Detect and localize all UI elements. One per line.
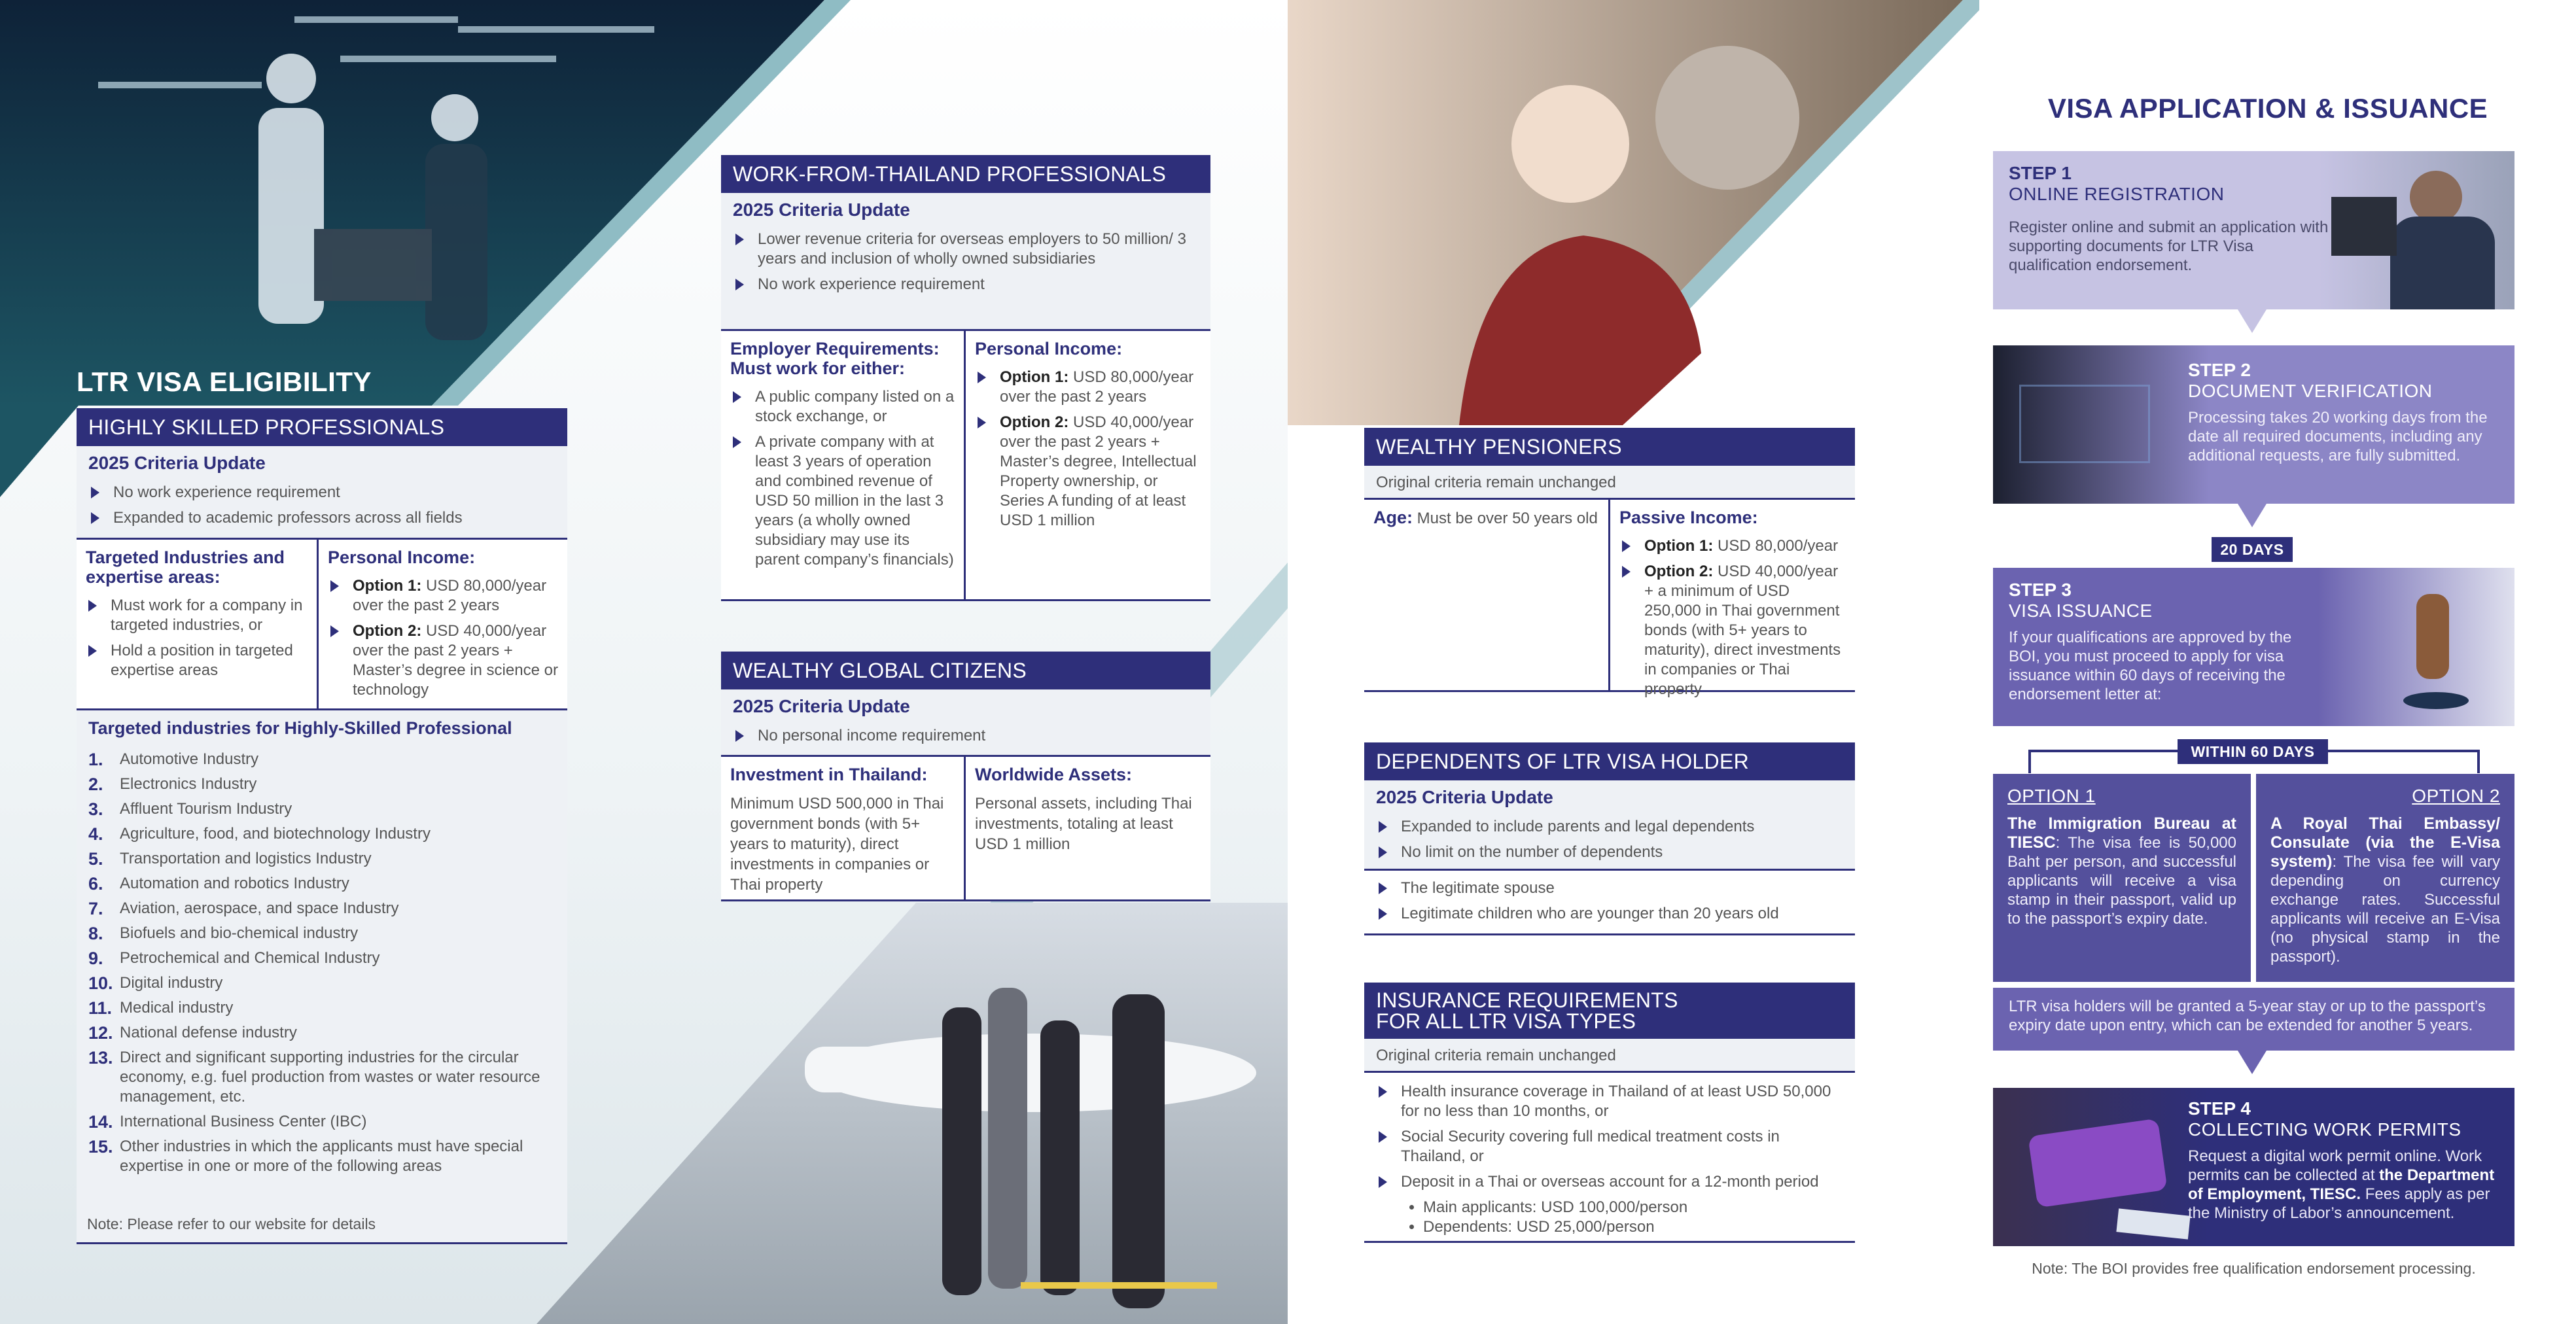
badge-20-days: 20 DAYS xyxy=(2212,537,2293,562)
wft-employer-title: Employer Requirements: Must work for either: xyxy=(730,339,940,378)
step-2-title: DOCUMENT VERIFICATION xyxy=(2188,381,2433,401)
ins-header: INSURANCE REQUIREMENTS FOR ALL LTR VISA TYPES xyxy=(1364,983,1855,1039)
wgc-assets-title: Worldwide Assets: xyxy=(975,765,1133,784)
industry-item: 5. Transportation and logistics Industry xyxy=(88,849,372,869)
dep-panel xyxy=(1364,742,1855,935)
option-1 xyxy=(1993,774,2251,982)
list-item: Option 2: USD 40,000/year over the past 2 years + Master’s degree in science or technology xyxy=(328,621,558,700)
hsp-header: HIGHLY SKILLED PROFESSIONALS xyxy=(77,408,567,446)
wgc-header: WEALTHY GLOBAL CITIZENS xyxy=(721,652,1210,689)
industry-item: 12. National defense industry xyxy=(88,1023,297,1043)
hsp-panel xyxy=(77,408,567,1244)
list-item: Option 1: USD 80,000/year over the past 2 years xyxy=(975,368,1201,407)
step-2-text: Processing takes 20 working days from the date all required documents, including any additional requests, are fully submitted. xyxy=(2188,409,2488,464)
stay-note: LTR visa holders will be granted a 5-year stay or up to the passport’s expiry date upon entry, which can be extended for another 5 years. xyxy=(1993,988,2514,1051)
eligibility-title: LTR VISA ELIGIBILITY xyxy=(77,366,372,397)
wp-panel xyxy=(1364,428,1855,698)
list-item: Social Security covering full medical treatment costs in Thailand, or xyxy=(1376,1127,1843,1166)
boi-note: Note: The BOI provides free qualification endorsement processing. xyxy=(2032,1260,2476,1277)
list-item: The legitimate spouse xyxy=(1376,879,1843,898)
list-item: Hold a position in targeted expertise areas xyxy=(86,641,308,680)
step-1-title: ONLINE REGISTRATION xyxy=(2009,184,2225,204)
hsp-note: Note: Please refer to our website for details xyxy=(87,1215,376,1232)
list-item: Must work for a company in targeted industries, or xyxy=(86,596,308,635)
option-2-label: OPTION 2 xyxy=(2412,786,2500,806)
industry-item: 11. Medical industry xyxy=(88,998,234,1018)
hsp-criteria xyxy=(77,446,567,538)
industry-item: 1. Automotive Industry xyxy=(88,750,259,769)
hsp-industry-list-title: Targeted industries for Highly-Skilled Professional xyxy=(88,718,512,738)
step-1-text: Register online and submit an application with supporting documents for LTR Visa qualification endorsement. xyxy=(2009,218,2329,274)
industry-item: 4. Agriculture, food, and biotechnology Industry xyxy=(88,824,431,844)
hsp-industries-title: Targeted Industries and expertise areas: xyxy=(86,548,285,587)
ins-panel xyxy=(1364,983,1855,1243)
list-item: No work experience requirement xyxy=(88,483,556,502)
industry-item: 8. Biofuels and bio-chemical industry xyxy=(88,924,359,943)
step-2-label: STEP 2 xyxy=(2188,360,2251,380)
hsp-industry-list xyxy=(77,710,567,1189)
step-4-label: STEP 4 xyxy=(2188,1098,2251,1119)
option-1-text: The Immigration Bureau at TIESC: The visa fee is 50,000 Baht per person, and successful applicants will receive a visa stamp in their passport, valid up to the passport’s expiry date. xyxy=(2007,814,2236,928)
list-item: Legitimate children who are younger than 20 years old xyxy=(1376,904,1843,924)
list-item: Option 2: USD 40,000/year + a minimum of USD 250,000 in Thai government bonds (with 5+ years to maturity), direct investments in companies or Thai property xyxy=(1619,562,1846,699)
wp-header: WEALTHY PENSIONERS xyxy=(1364,428,1855,466)
step-3 xyxy=(1993,568,2514,726)
industry-item: 7. Aviation, aerospace, and space Industry xyxy=(88,899,399,918)
step-3-label: STEP 3 xyxy=(2009,580,2072,600)
visa-title: VISA APPLICATION & ISSUANCE xyxy=(2047,93,2488,124)
list-item: No limit on the number of dependents xyxy=(1376,843,1843,862)
wft-panel xyxy=(721,155,1210,601)
option-2-text: A Royal Thai Embassy/ Consulate (via the E-Visa system): The visa fee will vary depending on currency exchange rates. Successful applicants will receive an E-Visa (no physical stamp in the passport). xyxy=(2270,814,2500,966)
industry-item: 6. Automation and robotics Industry xyxy=(88,874,349,894)
list-item: No work experience requirement xyxy=(733,275,1199,294)
step-2 xyxy=(1993,345,2514,504)
dep-criteria-title: 2025 Criteria Update xyxy=(1376,787,1553,807)
wp-age: Age: Must be over 50 years old xyxy=(1364,500,1610,690)
industry-item: 13. Direct and significant supporting industries for the circular economy, e.g. fuel production from wastes or water resource management, etc. xyxy=(88,1048,540,1106)
step-4-title: COLLECTING WORK PERMITS xyxy=(2188,1119,2461,1140)
industry-item: 9. Petrochemical and Chemical Industry xyxy=(88,949,380,968)
wgc-criteria-title: 2025 Criteria Update xyxy=(733,696,910,716)
list-item: Expanded to academic professors across all fields xyxy=(88,508,556,528)
step-3-text: If your qualifications are approved by the BOI, you must proceed to apply for visa issuance within 60 days of receiving the endorsement letter at: xyxy=(2009,629,2292,703)
step-1 xyxy=(1993,151,2514,309)
list-item: Option 1: USD 80,000/year over the past 2 years xyxy=(328,576,558,616)
list-item: Deposit in a Thai or overseas account for a 12-month period xyxy=(1376,1172,1843,1192)
list-item: Health insurance coverage in Thailand of at least USD 50,000 for no less than 10 months, or xyxy=(1376,1082,1843,1121)
industry-item: 10. Digital industry xyxy=(88,973,223,993)
step-3-title: VISA ISSUANCE xyxy=(2009,601,2153,621)
wgc-panel xyxy=(721,652,1210,901)
list-item: Option 2: USD 40,000/year over the past 2 years + Master’s degree, Intellectual Property ownership, or Series A funding of at least USD 1 million xyxy=(975,413,1201,531)
wp-income-title: Passive Income: xyxy=(1619,508,1758,527)
step-1-label: STEP 1 xyxy=(2009,163,2072,183)
step-4-photo xyxy=(1993,1088,2209,1246)
wp-note: Original criteria remain unchanged xyxy=(1364,466,1855,500)
step-1-photo xyxy=(2318,151,2514,309)
wft-income-title: Personal Income: xyxy=(975,339,1123,358)
step-2-photo xyxy=(1993,345,2209,504)
badge-within-60-days: WITHIN 60 DAYS xyxy=(2178,739,2328,764)
wft-criteria-title: 2025 Criteria Update xyxy=(733,200,910,220)
industry-item: 14. International Business Center (IBC) xyxy=(88,1112,367,1132)
option-1-label: OPTION 1 xyxy=(2007,786,2096,806)
industry-item: 15. Other industries in which the applicants must have special expertise in one or more of the following areas xyxy=(88,1137,523,1175)
list-item: Option 1: USD 80,000/year xyxy=(1619,536,1846,556)
step-4 xyxy=(1993,1088,2514,1246)
hsp-criteria-title: 2025 Criteria Update xyxy=(88,453,266,473)
ins-note: Original criteria remain unchanged xyxy=(1364,1039,1855,1073)
list-item: • Dependents: USD 25,000/person xyxy=(1423,1217,1843,1237)
list-item: A private company with at least 3 years of operation and combined revenue of USD 50 million in the last 3 years (a wholly owned subsidiary may use its parent company’s financials) xyxy=(730,432,955,570)
option-2 xyxy=(2256,774,2514,982)
wgc-assets-text: Personal assets, including Thai investments, totaling at least USD 1 million xyxy=(975,795,1192,853)
list-item: Expanded to include parents and legal dependents xyxy=(1376,817,1843,837)
wft-header: WORK-FROM-THAILAND PROFESSIONALS xyxy=(721,155,1210,193)
dep-header: DEPENDENTS OF LTR VISA HOLDER xyxy=(1364,742,1855,780)
wgc-investment-title: Investment in Thailand: xyxy=(730,765,928,784)
step-4-text: Request a digital work permit online. Work permits can be collected at the Department of Employment, TIESC. Fees apply as per the Ministry of Labor’s announcement. xyxy=(2188,1147,2495,1222)
list-item: Lower revenue criteria for overseas employers to 50 million/ 3 years and inclusion of wholly owned subsidiaries xyxy=(733,230,1199,269)
industry-item: 2. Electronics Industry xyxy=(88,775,257,794)
wgc-investment-text: Minimum USD 500,000 in Thai government bonds (with 5+ years to maturity), direct investments in companies or Thai property xyxy=(730,795,944,894)
step-3-photo xyxy=(2318,568,2514,726)
industry-item: 3. Affluent Tourism Industry xyxy=(88,799,292,819)
list-item: A public company listed on a stock exchange, or xyxy=(730,387,955,427)
list-item: • Main applicants: USD 100,000/person xyxy=(1423,1198,1843,1217)
hsp-income-title: Personal Income: xyxy=(328,548,476,567)
list-item: No personal income requirement xyxy=(733,726,1199,746)
